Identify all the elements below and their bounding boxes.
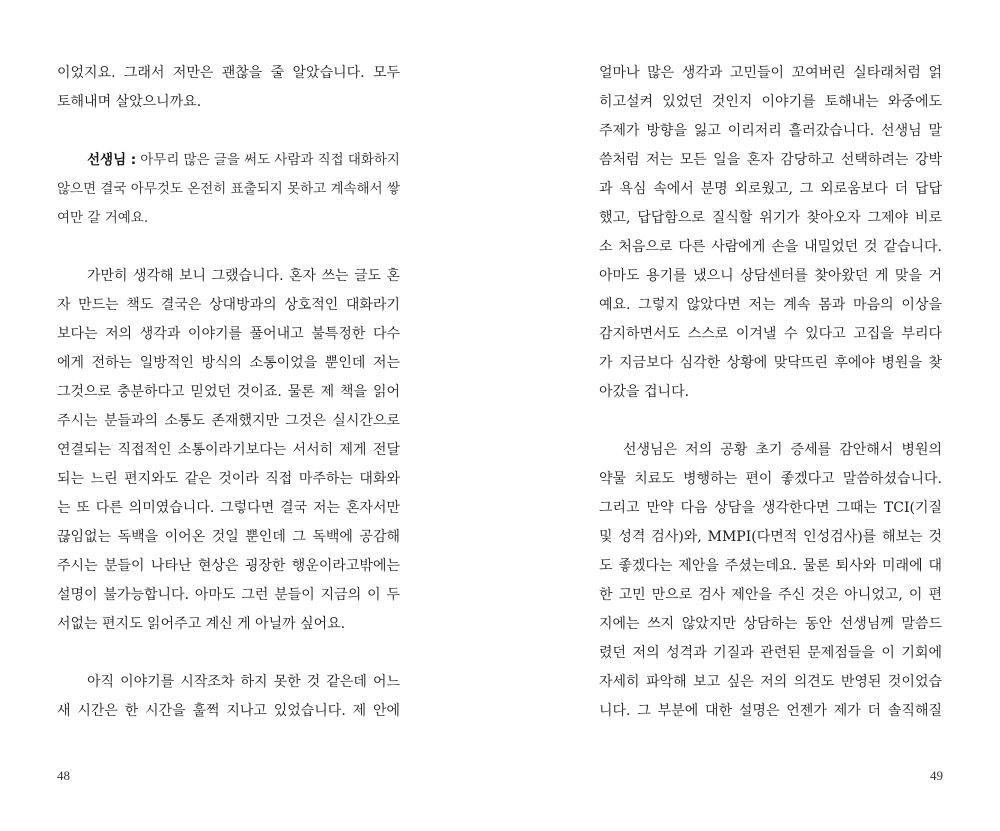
text-line: [599, 494, 942, 523]
text-line: [57, 523, 400, 552]
line-text: 아마도 용기를 냈으니 상담센터를 찾아왔던 게 맞을 거: [599, 268, 942, 284]
line-text: 연결되는 직접적인 소통이라기보다는 서서히 제게 전달: [57, 442, 400, 458]
line-text: 렸던 저의 성격과 기질과 관련된 문제점들을 이 기회에: [599, 645, 942, 661]
page-left: [57, 59, 400, 726]
line-text: 가 지금보다 심각한 상황에 맞닥뜨린 후에야 병원을 찾: [599, 355, 942, 371]
line-text: 아갔을 겁니다.: [599, 384, 690, 400]
line-text: 및 성격 검사)와, MMPI(다면적 인성검사)를 해보는 것: [599, 529, 942, 545]
text-line: [599, 610, 942, 639]
text-line: [57, 59, 400, 88]
text-line: [57, 494, 400, 523]
text-line: [57, 349, 400, 378]
line-text: 가만히 생각해 보니 그랬습니다. 혼자 쓰는 글도 혼: [87, 268, 400, 284]
line-text: 한 고민 만으로 검사 제안을 주신 것은 아니었고, 이 편: [599, 587, 942, 603]
line-text: 주제가 방향을 잃고 이리저리 흘러갔습니다. 선생님 말: [599, 123, 942, 139]
text-line: [57, 378, 400, 407]
text-line: [599, 88, 942, 117]
line-text: 예요. 그렇지 않았다면 저는 계속 몸과 마음의 이상을: [599, 297, 942, 313]
text-line: [599, 349, 942, 378]
line-text: 씀처럼 저는 모든 일을 혼자 감당하고 선택하려는 강박: [599, 152, 942, 168]
line-text: 과 욕심 속에서 분명 외로웠고, 그 외로움보다 더 답답: [599, 181, 942, 197]
line-text: 자세히 파악해 보고 싶은 저의 의견도 반영된 것이었습: [599, 674, 942, 690]
line-text: 니다. 그 부분에 대한 설명은 언젠가 제가 더 솔직해질: [599, 703, 942, 719]
line-text: 그것으로 충분하다고 믿었던 것이죠. 물론 제 책을 읽어: [57, 384, 400, 400]
line-text: 서없는 편지도 읽어주고 계신 게 아닐까 싶어요.: [57, 616, 346, 632]
line-text: 여만 갈 거예요.: [57, 210, 149, 226]
line-text: 도 좋겠다는 제안을 주셨는데요. 물론 퇴사와 미래에 대: [599, 558, 942, 574]
line-text: 이었지요. 그래서 저만은 괜찮을 줄 알았습니다. 모두: [57, 65, 400, 81]
paragraph: [57, 262, 400, 639]
line-text: 선생님은 저의 공황 초기 증세를 감안해서 병원의: [623, 442, 942, 458]
line-text: 소 처음으로 다른 사람에게 손을 내밀었던 것 같습니다.: [599, 239, 942, 255]
text-line: [599, 117, 942, 146]
text-line: [599, 697, 942, 726]
text-line: [57, 291, 400, 320]
text-line: [599, 175, 942, 204]
line-text: 설명이 불가능합니다. 아마도 그런 분들이 지금의 이 두: [57, 587, 400, 603]
text-line: [57, 610, 400, 639]
line-text: 자 만드는 책도 결국은 상대방과의 상호적인 대화라기: [57, 297, 400, 313]
text-line: [599, 204, 942, 233]
line-text: 보다는 저의 생각과 이야기를 풀어내고 불특정한 다수: [57, 326, 400, 342]
line-text: 주시는 분들과의 소통도 존재했지만 그것은 실시간으로: [57, 413, 400, 429]
text-line: [599, 146, 942, 175]
paragraph: [599, 59, 942, 407]
page-number: 48: [57, 768, 70, 783]
text-line: [57, 581, 400, 610]
text-line: [57, 146, 400, 175]
text-line: [599, 552, 942, 581]
text-line: [57, 407, 400, 436]
text-line: [599, 233, 942, 262]
line-text: 에게 전하는 일방적인 방식의 소통이었을 뿐인데 저는: [57, 355, 400, 371]
line-text: 끊임없는 독백을 이어온 것일 뿐인데 그 독백에 공감해: [57, 529, 400, 545]
line-text: 토해내며 살았으니까요.: [57, 94, 202, 110]
text-line: [599, 523, 942, 552]
line-text: 약물 치료도 병행하는 편이 좋겠다고 말씀하셨습니다.: [599, 471, 942, 487]
text-line: [599, 59, 942, 88]
speaker-label: 선생님 :: [87, 152, 137, 168]
text-line: [57, 436, 400, 465]
line-text: 는 또 다른 의미였습니다. 그렇다면 결국 저는 혼자서만: [57, 500, 400, 516]
text-line: [57, 88, 400, 117]
text-line: [599, 436, 942, 465]
line-text: 아직 이야기를 시작조차 하지 못한 것 같은데 어느: [87, 674, 400, 690]
line-text: 히고설켜 있었던 것인지 이야기를 토해내는 와중에도: [599, 94, 942, 110]
line-text: 새 시간은 한 시간을 훌쩍 지나고 있었습니다. 제 안에: [57, 703, 400, 719]
line-text: 지에는 쓰지 않았지만 상담하는 동안 선생님께 말씀드: [599, 616, 942, 632]
paragraph: [599, 436, 942, 726]
line-text: 얼마나 많은 생각과 고민들이 꼬여버린 실타래처럼 얽: [599, 65, 942, 81]
paragraph: [57, 59, 400, 117]
text-line: [57, 552, 400, 581]
line-text: 감지하면서도 스스로 이겨낼 수 있다고 고집을 부리다: [599, 326, 942, 342]
line-text: 않으면 결국 아무것도 온전히 표출되지 못하고 계속해서 쌓: [57, 181, 400, 197]
text-line: [599, 291, 942, 320]
text-line: [57, 262, 400, 291]
paragraph: [57, 668, 400, 726]
line-text: 되는 느린 편지와도 같은 것이라 직접 마주하는 대화와: [57, 471, 400, 487]
page-number: 49: [930, 768, 943, 783]
text-line: [599, 320, 942, 349]
text-line: [599, 668, 942, 697]
text-line: [57, 204, 400, 233]
text-line: [599, 581, 942, 610]
line-text: 아무리 많은 글을 써도 사람과 직접 대화하지: [140, 152, 400, 168]
text-line: [57, 175, 400, 204]
page-right: [599, 59, 942, 726]
text-line: [599, 639, 942, 668]
text-line: [599, 378, 942, 407]
text-line: [57, 465, 400, 494]
text-line: [599, 262, 942, 291]
line-text: 주시는 분들이 나타난 현상은 굉장한 행운이라고밖에는: [57, 558, 400, 574]
text-line: [599, 465, 942, 494]
paragraph: [57, 146, 400, 233]
text-line: [57, 320, 400, 349]
line-text: 했고, 답답함으로 질식할 위기가 찾아오자 그제야 비로: [599, 210, 942, 226]
text-line: [57, 697, 400, 726]
line-text: 그리고 만약 다음 상담을 생각한다면 그때는 TCI(기질: [599, 500, 942, 516]
text-line: [57, 668, 400, 697]
